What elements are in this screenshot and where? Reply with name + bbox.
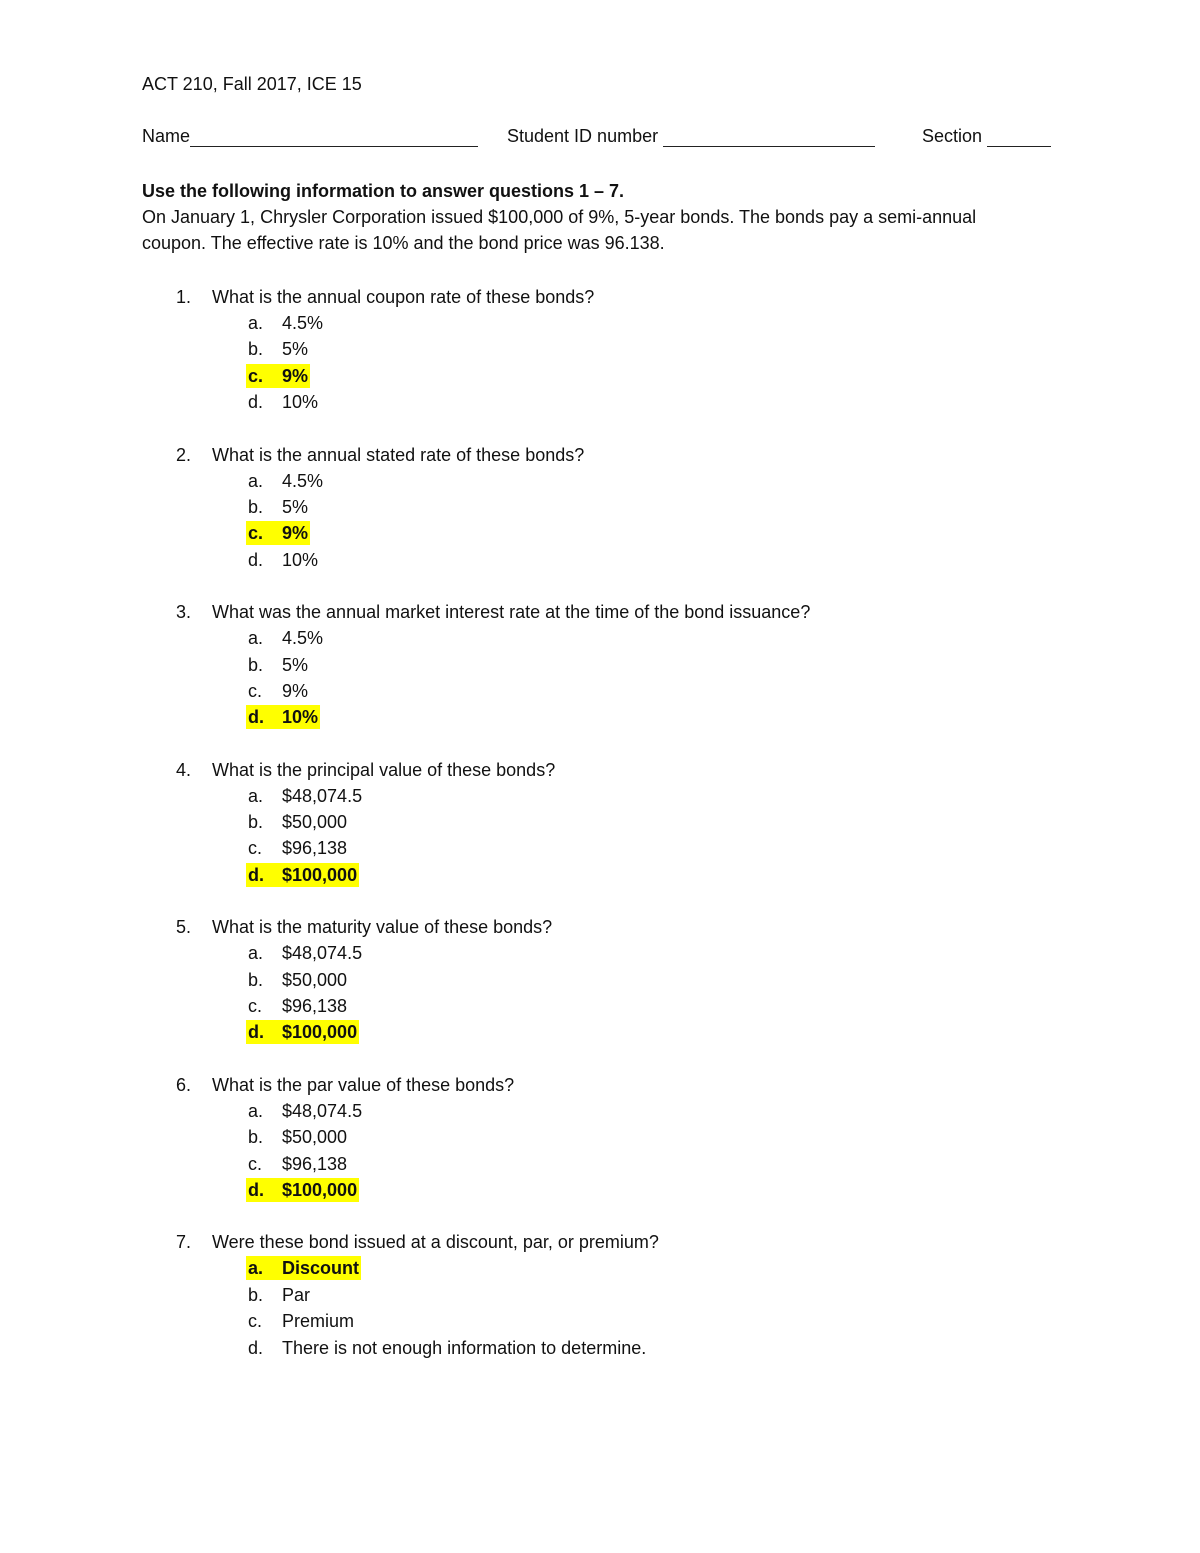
question-text: What was the annual market interest rate at the time of the bond issuance? [212,602,811,623]
choice-text: 4.5% [282,628,324,649]
question-number: 3. [176,602,192,623]
choice-text: $100,000 [282,864,358,885]
answer-choice[interactable] [142,336,1062,362]
answer-choice[interactable] [142,1255,1062,1281]
question-stem [142,442,1062,468]
choice-text: Discount [282,1258,360,1279]
answer-option[interactable] [246,1152,349,1176]
choice-letter: c. [248,1311,263,1332]
choice-letter: c. [248,838,263,859]
question-number: 5. [176,917,192,938]
question-5 [142,914,1062,1046]
question-number: 7. [176,1232,192,1253]
choice-letter: b. [248,969,264,990]
choice-letter: a. [248,943,264,964]
highlighted-correct-answer[interactable] [246,1256,361,1280]
answer-choice[interactable] [142,468,1062,494]
choice-text: $50,000 [282,1127,348,1148]
answer-choice[interactable] [142,310,1062,336]
choice-text: 4.5% [282,313,324,333]
choice-letter: b. [248,812,264,833]
choice-text: Par [282,1284,311,1305]
answer-option[interactable] [246,1099,364,1123]
answer-choice[interactable] [142,389,1062,415]
answer-option[interactable] [246,469,325,493]
highlighted-correct-answer[interactable] [246,364,310,388]
choice-letter: d. [248,549,264,570]
answer-choice[interactable] [142,809,1062,835]
choice-letter: b. [248,496,264,517]
choice-text: $50,000 [282,969,348,990]
choice-letter: b. [248,1284,264,1305]
highlighted-correct-answer[interactable] [246,863,359,887]
highlighted-correct-answer[interactable] [246,705,320,729]
answer-option[interactable] [246,548,320,572]
question-stem [142,914,1062,940]
answer-choice[interactable] [142,363,1062,389]
answer-option[interactable] [246,653,310,677]
question-text: What is the par value of these bonds? [212,1074,515,1095]
highlighted-correct-answer[interactable] [246,1178,359,1202]
answer-option[interactable] [246,495,310,519]
choice-text: 10% [282,549,319,570]
question-6 [142,1072,1062,1204]
answer-option[interactable] [246,784,364,808]
choice-letter: a. [248,470,264,491]
answer-choice[interactable] [142,993,1062,1019]
student-id-field[interactable] [507,126,875,147]
answer-choice[interactable] [142,835,1062,861]
choice-letter: d. [248,1022,264,1043]
choice-letter: a. [248,628,264,649]
choice-text: $96,138 [282,838,348,859]
question-stem [142,1229,1062,1255]
choice-letter: b. [248,654,264,675]
question-stem [142,599,1062,625]
student-info-fields [142,126,1062,152]
answer-choice[interactable] [142,625,1062,651]
question-stem [142,757,1062,783]
question-text: What is the annual stated rate of these bonds? [212,444,585,465]
student-id-blank-line[interactable] [663,126,875,147]
answer-choice[interactable] [142,678,1062,704]
answer-choice[interactable] [142,967,1062,993]
choice-letter: d. [248,864,264,885]
intro-block [142,178,1062,256]
name-field[interactable] [142,126,478,147]
name-label: Name [142,126,191,146]
answer-choice[interactable] [142,704,1062,730]
choice-text: 10% [282,707,319,728]
choice-text: 10% [282,392,319,413]
section-label: Section [922,126,983,146]
question-3 [142,599,1062,731]
choice-letter: c. [248,1153,263,1174]
answer-choice[interactable] [142,1282,1062,1308]
choice-text: 5% [282,496,309,517]
question-number: 4. [176,759,192,780]
intro-heading: Use the following information to answer questions 1 – 7. [142,181,625,201]
question-4 [142,757,1062,889]
student-id-label: Student ID number [507,126,659,146]
choice-letter: d. [248,1337,264,1358]
answer-choice[interactable] [142,520,1062,546]
choice-text: $48,074.5 [282,1100,363,1121]
choice-letter: c. [248,365,264,386]
answer-choice[interactable] [142,1098,1062,1124]
answer-choice[interactable] [142,1151,1062,1177]
section-field[interactable] [922,126,1051,147]
choice-letter: a. [248,785,264,806]
answer-option[interactable] [246,941,364,965]
question-1 [142,284,1062,416]
question-number: 6. [176,1074,192,1095]
answer-option[interactable] [246,337,310,361]
question-text: What is the annual coupon rate of these bonds? [212,287,595,307]
answer-choice[interactable] [142,1177,1062,1203]
choice-letter: a. [248,1100,264,1121]
answer-choice[interactable] [142,494,1062,520]
answer-choice[interactable] [142,862,1062,888]
answer-option[interactable] [246,836,349,860]
choice-letter: a. [248,313,264,333]
choice-text: Premium [282,1311,355,1332]
choice-text: 5% [282,339,309,360]
question-7 [142,1229,1062,1361]
answer-choice[interactable] [142,1124,1062,1150]
choice-text: $100,000 [282,1179,358,1200]
answer-choice[interactable] [142,652,1062,678]
choice-letter: c. [248,523,264,544]
choice-letter: d. [248,1179,264,1200]
choice-text: 5% [282,654,309,675]
intro-text-line-2: coupon. The effective rate is 10% and the bond price was 96.138. [142,233,665,253]
choice-text: 4.5% [282,470,324,491]
choice-letter: d. [248,707,264,728]
choice-letter: c. [248,680,263,701]
answer-choice[interactable] [142,1335,1062,1361]
answer-option[interactable] [246,810,349,834]
choice-text: There is not enough information to determine. [282,1337,647,1358]
answer-option[interactable] [246,1125,349,1149]
answer-option[interactable] [246,994,349,1018]
answer-option[interactable] [246,968,349,992]
question-stem [142,284,1062,310]
choice-text: $96,138 [282,1153,348,1174]
choice-text: $96,138 [282,996,348,1017]
choice-letter: b. [248,1127,264,1148]
question-text: What is the maturity value of these bonds? [212,917,553,938]
question-2 [142,442,1062,574]
question-text: Were these bond issued at a discount, par, or premium? [212,1232,659,1253]
choice-text: 9% [282,365,309,386]
answer-choice[interactable] [142,1308,1062,1334]
answer-option[interactable] [246,311,325,335]
question-stem [142,1072,1062,1098]
answer-choice[interactable] [142,940,1062,966]
section-blank-line[interactable] [987,126,1051,147]
question-number: 2. [176,444,192,465]
question-list [142,284,1062,1387]
choice-text: 9% [282,523,309,544]
question-number: 1. [176,287,192,307]
choice-text: 9% [282,680,309,701]
choice-text: $50,000 [282,812,348,833]
answer-option[interactable] [246,679,310,703]
highlighted-correct-answer[interactable] [246,521,310,545]
intro-text-line-1: On January 1, Chrysler Corporation issued $100,000 of 9%, 5-year bonds. The bonds pay a semi-annual [142,207,977,227]
choice-letter: a. [248,1258,264,1279]
answer-choice[interactable] [142,1019,1062,1045]
choice-letter: b. [248,339,264,360]
choice-text: $100,000 [282,1022,358,1043]
question-text: What is the principal value of these bonds? [212,759,556,780]
answer-option[interactable] [246,1336,648,1360]
document-title: ACT 210, Fall 2017, ICE 15 [142,74,362,94]
choice-text: $48,074.5 [282,943,363,964]
choice-letter: d. [248,392,264,413]
answer-option[interactable] [246,1309,356,1333]
answer-choice[interactable] [142,547,1062,573]
choice-letter: c. [248,996,263,1017]
answer-option[interactable] [246,1283,312,1307]
answer-choice[interactable] [142,783,1062,809]
answer-option[interactable] [246,390,320,414]
name-blank-line[interactable] [190,126,478,147]
answer-option[interactable] [246,626,325,650]
choice-text: $48,074.5 [282,785,363,806]
highlighted-correct-answer[interactable] [246,1020,359,1044]
